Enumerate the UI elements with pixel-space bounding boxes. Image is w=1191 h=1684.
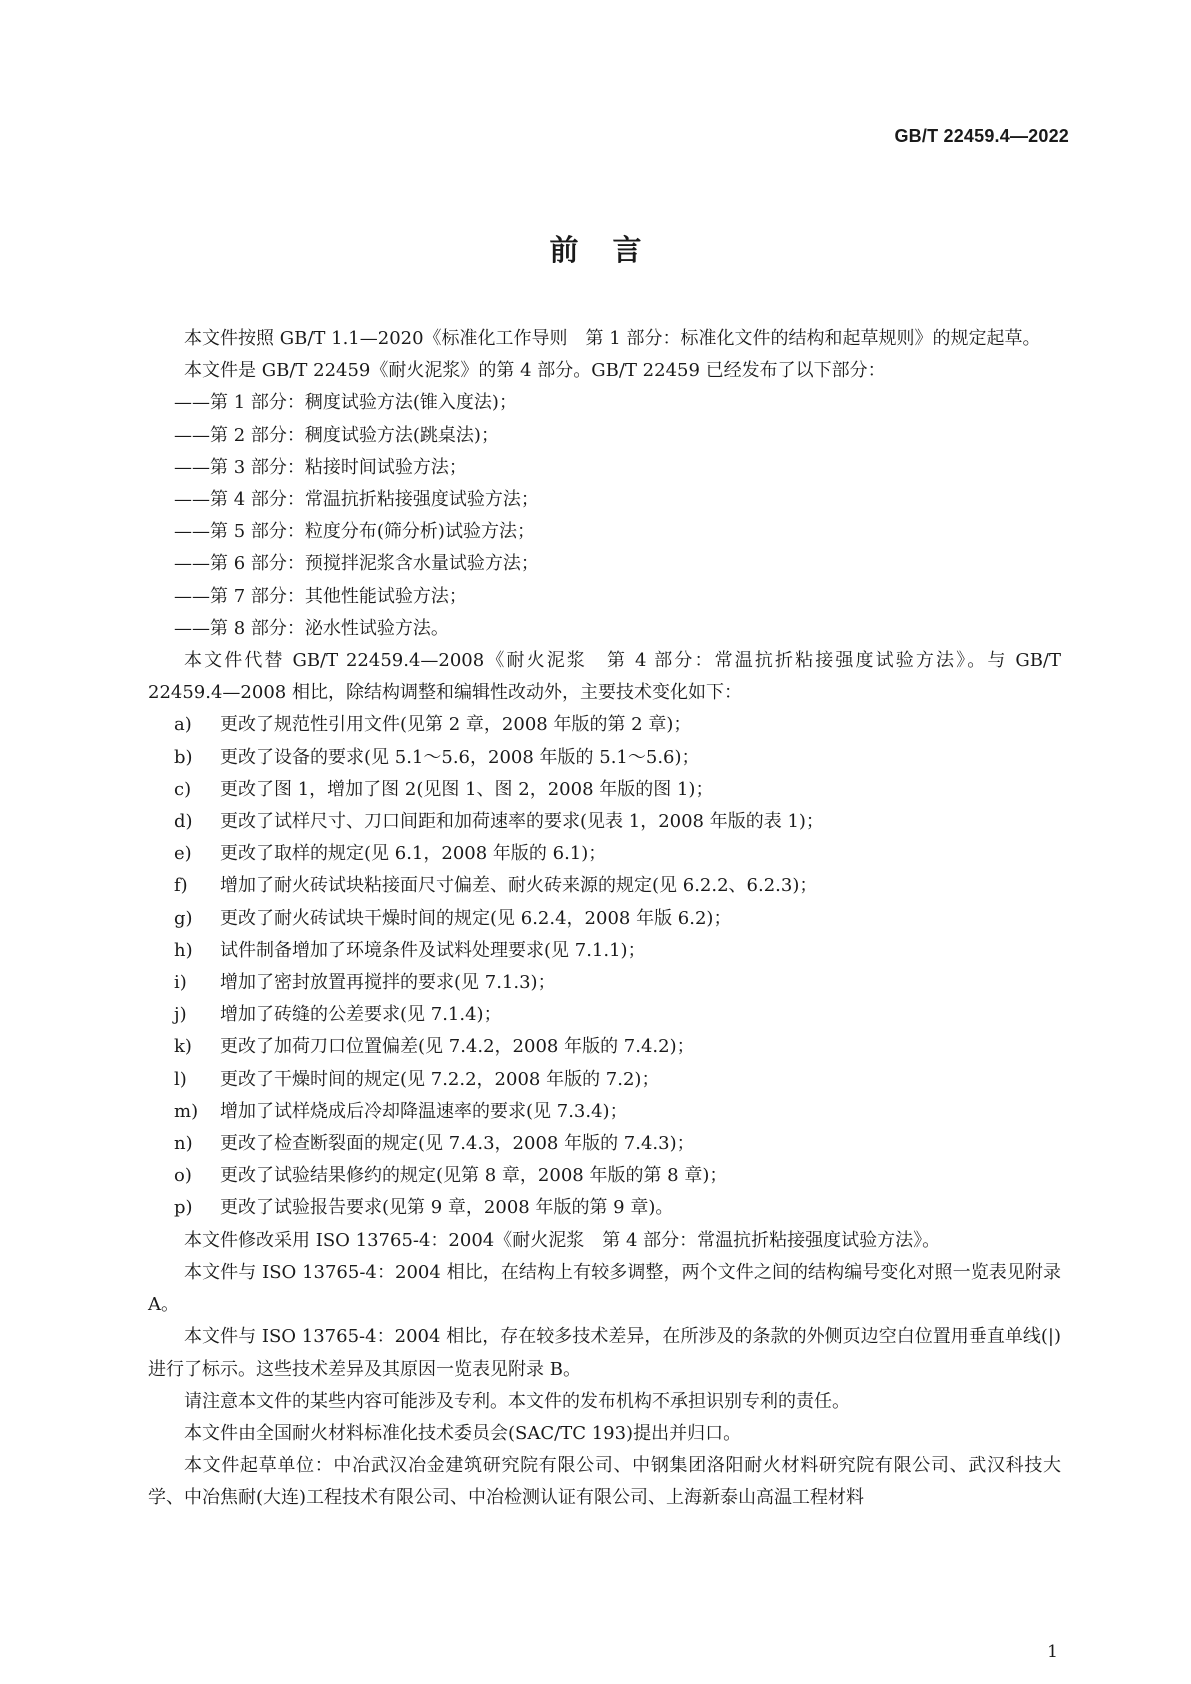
list-marker: l) xyxy=(174,1068,187,1090)
list-item-text: 更改了加荷刀口位置偏差(见 7.4.2，2008 年版的 7.4.2)； xyxy=(220,1036,695,1058)
paragraph-supersedes: 本文件代替 GB/T 22459.4—2008《耐火泥浆 第 4 部分：常温抗折粘接强度试验方法》。与 GB/T 22459.4—2008 相比，除结构调整和编辑性改动外，主要技术变化如下： xyxy=(148,650,1061,704)
list-marker: h) xyxy=(174,939,193,961)
list-item-text: 更改了耐火砖试块干燥时间的规定(见 6.2.4，2008 年版 6.2)； xyxy=(220,907,732,929)
list-marker: a) xyxy=(174,714,192,736)
list-item-text: 更改了试样尺寸、刀口间距和加荷速率的要求(见表 1，2008 年版的表 1)； xyxy=(220,811,824,833)
list-item-text: 更改了检查断裂面的规定(见 7.4.3，2008 年版的 7.4.3)； xyxy=(220,1133,695,1155)
list-item-text: 增加了试样烧成后冷却降温速率的要求(见 7.3.4)； xyxy=(220,1100,628,1122)
list-item-text: 更改了试验报告要求(见第 9 章，2008 年版的第 9 章)。 xyxy=(220,1197,674,1219)
part-list-item: ——第 7 部分：其他性能试验方法； xyxy=(174,585,467,607)
list-marker: d) xyxy=(174,811,193,833)
list-marker: f) xyxy=(174,875,188,897)
list-item-text: 更改了规范性引用文件(见第 2 章，2008 年版的第 2 章)； xyxy=(220,714,692,736)
list-marker: g) xyxy=(174,907,193,929)
change-list-item xyxy=(148,742,1061,774)
part-list-item: ——第 3 部分：粘接时间试验方法； xyxy=(174,456,467,478)
list-item-text: 更改了图 1，增加了图 2(见图 1、图 2，2008 年版的图 1)； xyxy=(220,778,714,800)
list-item-text: 更改了取样的规定(见 6.1，2008 年版的 6.1)； xyxy=(220,843,607,865)
page-number: 1 xyxy=(1047,1642,1058,1662)
paragraph-structure-changes: 本文件与 ISO 13765-4：2004 相比，在结构上有较多调整，两个文件之间的结构编号变化对照一览表见附录 A。 xyxy=(148,1261,1061,1316)
change-list-item xyxy=(148,1160,1061,1192)
change-list-item xyxy=(148,709,1061,741)
change-list-item xyxy=(148,1192,1061,1224)
part-list-item: ——第 5 部分：粒度分布(筛分析)试验方法； xyxy=(174,521,535,543)
list-item-text: 更改了干燥时间的规定(见 7.2.2，2008 年版的 7.2)； xyxy=(220,1068,660,1090)
list-marker: o) xyxy=(174,1165,192,1187)
list-marker: k) xyxy=(174,1036,192,1058)
part-list-item: ——第 6 部分：预搅拌泥浆含水量试验方法； xyxy=(174,553,539,575)
list-item-text: 增加了砖缝的公差要求(见 7.1.4)； xyxy=(220,1004,502,1026)
list-marker: j) xyxy=(174,1004,187,1026)
list-marker: p) xyxy=(174,1197,193,1219)
list-item-text: 增加了耐火砖试块粘接面尺寸偏差、耐火砖来源的规定(见 6.2.2、6.2.3)； xyxy=(220,875,818,897)
change-list-item xyxy=(148,774,1061,806)
paragraph-drafting-units: 本文件起草单位：中冶武汉冶金建筑研究院有限公司、中钢集团洛阳耐火材料研究院有限公司、武汉科技大学、中冶焦耐(大连)工程技术有限公司、中冶检测认证有限公司、上海新泰山高温工程材料 xyxy=(148,1455,1061,1509)
paragraph-committee: 本文件由全国耐火材料标准化技术委员会(SAC/TC 193)提出并归口。 xyxy=(184,1422,742,1444)
change-list-item xyxy=(148,806,1061,838)
part-list-item: ——第 4 部分：常温抗折粘接强度试验方法； xyxy=(174,489,539,511)
change-list-item xyxy=(148,870,1061,902)
part-list-item: ——第 2 部分：稠度试验方法(跳桌法)； xyxy=(174,424,499,446)
change-list-item xyxy=(148,1128,1061,1160)
change-list-item xyxy=(148,935,1061,967)
list-item-text: 增加了密封放置再搅拌的要求(见 7.1.3)； xyxy=(220,972,556,994)
paragraph-patent-notice: 请注意本文件的某些内容可能涉及专利。本文件的发布机构不承担识别专利的责任。 xyxy=(184,1390,850,1412)
list-marker: b) xyxy=(174,746,193,768)
page-title: 前言 xyxy=(549,233,676,267)
list-marker: n) xyxy=(174,1133,193,1155)
list-item-text: 试件制备增加了环境条件及试料处理要求(见 7.1.1)； xyxy=(220,939,646,961)
list-marker: c) xyxy=(174,778,192,800)
list-marker: m) xyxy=(174,1100,199,1122)
paragraph-drafting-rules: 本文件按照 GB/T 1.1—2020《标准化工作导则 第 1 部分：标准化文件的结构和起草规则》的规定起草。 xyxy=(184,328,1041,349)
paragraph-technical-deviations: 本文件与 ISO 13765-4：2004 相比，存在较多技术差异，在所涉及的条款的外侧页边空白位置用垂直单线(|)进行了标示。这些技术差异及其原因一览表见附录 B。 xyxy=(148,1326,1061,1380)
change-list-item xyxy=(148,1096,1061,1128)
part-list-item: ——第 1 部分：稠度试验方法(锥入度法)； xyxy=(174,392,517,414)
list-item-text: 更改了试验结果修约的规定(见第 8 章，2008 年版的第 8 章)； xyxy=(220,1165,728,1187)
change-list-item xyxy=(148,903,1061,935)
paragraph-series-intro: 本文件是 GB/T 22459《耐火泥浆》的第 4 部分。GB/T 22459 已经发布了以下部分： xyxy=(184,360,886,382)
change-list-item xyxy=(148,1064,1061,1096)
change-list-item xyxy=(148,838,1061,870)
list-marker: e) xyxy=(174,843,192,865)
standard-code: GB/T 22459.4—2022 xyxy=(894,126,1069,146)
foreword-body xyxy=(148,323,1061,1515)
list-marker: i) xyxy=(174,972,187,994)
paragraph-iso-adoption: 本文件修改采用 ISO 13765-4：2004《耐火泥浆 第 4 部分：常温抗折粘接强度试验方法》。 xyxy=(184,1229,941,1251)
change-list-item xyxy=(148,999,1061,1031)
change-list-item xyxy=(148,967,1061,999)
part-list-item: ——第 8 部分：泌水性试验方法。 xyxy=(174,617,449,639)
change-list-item xyxy=(148,1031,1061,1063)
list-item-text: 更改了设备的要求(见 5.1～5.6，2008 年版的 5.1～5.6)； xyxy=(220,746,700,768)
